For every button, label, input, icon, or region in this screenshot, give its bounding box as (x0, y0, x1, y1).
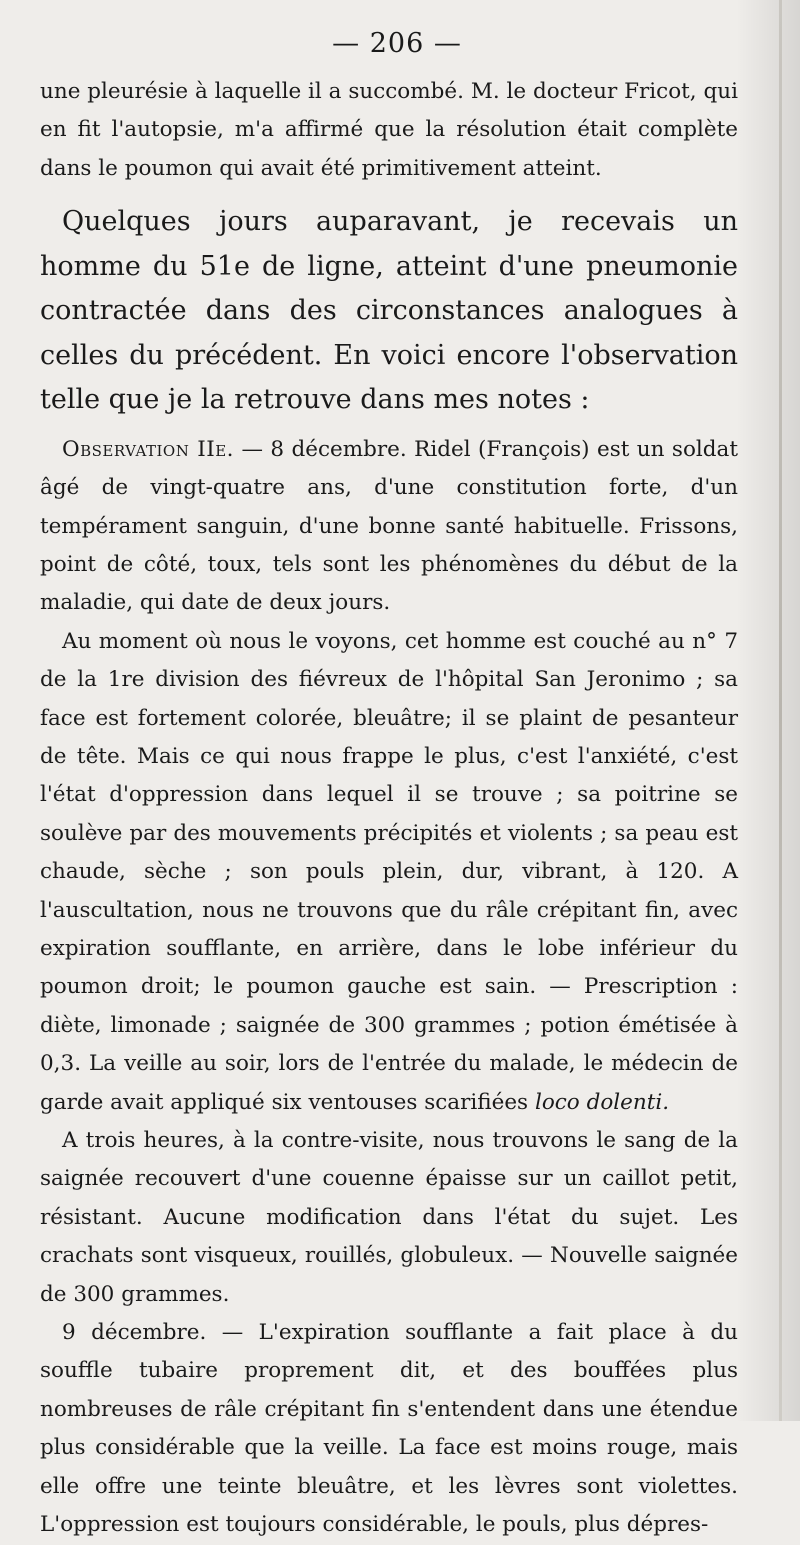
paragraph-introduction: Quelques jours auparavant, je recevais un homme du 51e de ligne, atteint d'une pneumonie contractée dans des circonstances analogues à celles du précédent. En voici encore l'observation telle que je la retrouve dans mes notes : (40, 206, 738, 416)
paragraph-continuation: une pleurésie à laquelle il a succombé. M. le docteur Fricot, qui en fit l'autopsie, m'a affirmé que la résolution était complète dans le poumon qui avait été primitivement atteint. (40, 79, 738, 181)
paragraph-observation (40, 431, 738, 623)
paragraph-counter-visit: A trois heures, à la contre-visite, nous trouvons le sang de la saignée recouvert d'une couenne épaisse sur un caillot petit, résistant. Aucune modification dans l'état du sujet. Les crachats sont visqueux, rouillés, globuleux. — Nouvelle saignée de 300 grammes. (40, 1128, 738, 1307)
observation-heading: Observation IIe. (62, 436, 235, 462)
paragraph-examination (40, 623, 738, 1122)
examination-text: Au moment où nous le voyons, cet homme est couché au n° 7 de la 1re division des fiévreux de l'hôpital San Jeronimo ; sa face est fortement colorée, bleuâtre; il se plaint de pesanteur de tête. Mais ce qui nous frappe le plus, c'est l'anxiété, c'est l'état d'oppression dans lequel il se trouve ; sa poitrine se soulève par des mouvements précipités et violents ; sa peau est chaude, sèche ; son pouls plein, dur, vibrant, à 120. A l'auscultation, nous ne trouvons que du râle crépitant fin, avec expiration soufflante, en arrière, dans le lobe inférieur du poumon droit; le poumon gauche est sain. — Prescription : diète, limonade ; saignée de 300 grammes ; potion émétisée à 0,3. La veille au soir, lors de l'entrée du malade, le médecin de garde avait appliqué six ventouses scarifiées (40, 628, 738, 1115)
page-number: — 206 — (332, 28, 462, 59)
observation-text: — 8 décembre. Ridel (François) est un soldat âgé de vingt-quatre ans, d'une constitution forte, d'un tempérament sanguin, d'une bonne santé habituelle. Frissons, point de côté, toux, tels sont les phénomènes du début de la maladie, qui date de deux jours. (40, 436, 738, 616)
paragraph-december-9: 9 décembre. — L'expiration soufflante a fait place à du souffle tubaire proprement dit, et des bouffées plus nombreuses de râle crépitant fin s'entendent dans une étendue plus considérable que la veille. La face est moins rouge, mais elle offre une teinte bleuâtre, et les lèvres sont violettes. L'oppression est toujours considérable, le pouls, plus dépres- (40, 1320, 738, 1538)
latin-phrase: loco dolenti. (534, 1089, 670, 1115)
page-edge (779, 0, 782, 1421)
